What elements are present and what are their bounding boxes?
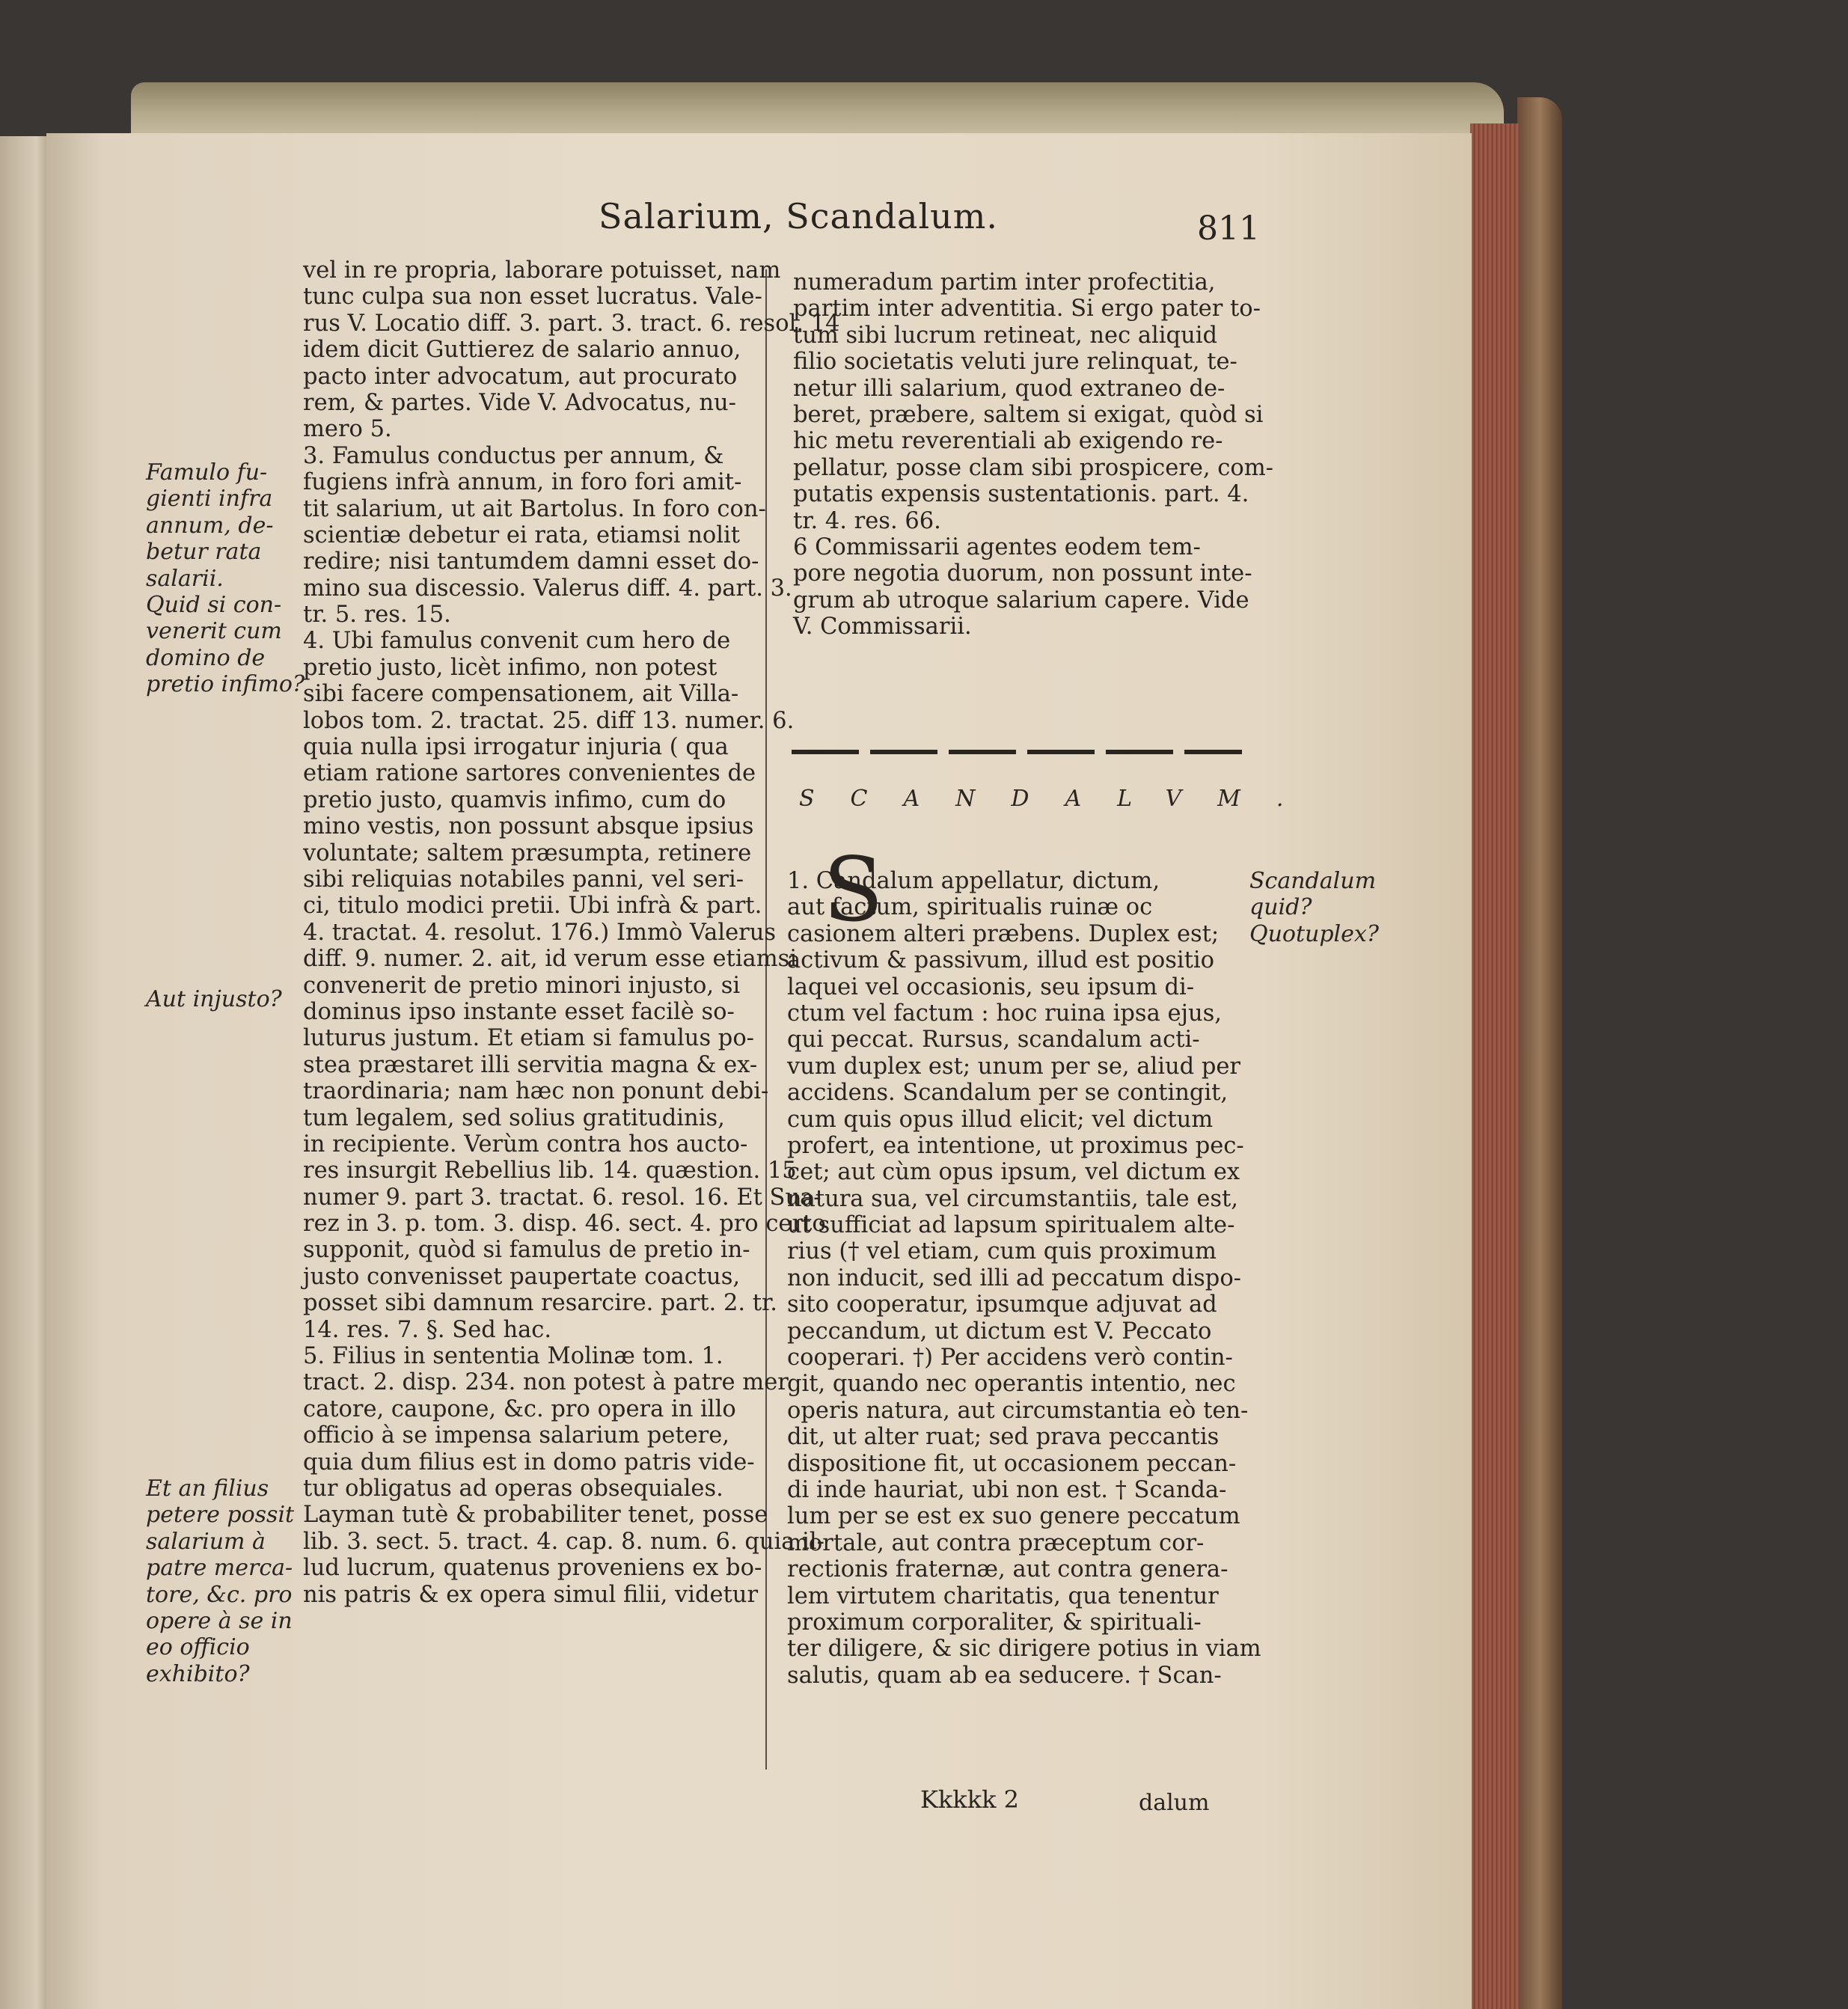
left-column-line: vel in re propria, laborare potuisset, nam — [303, 257, 781, 284]
left-column-line: quia nulla ipsi irrogatur injuria ( qua — [303, 734, 729, 761]
right-column-bottom-line: profert, ea intentione, ut proximus pec- — [787, 1132, 1244, 1159]
right-column-bottom-line: ut sufficiat ad lapsum spiritualem alte- — [787, 1212, 1235, 1239]
section-divider — [792, 750, 1242, 754]
left-column-line: pretio justo, licèt infimo, non potest — [303, 654, 718, 681]
right-column-bottom-line: operis natura, aut circumstantia eò ten- — [787, 1397, 1249, 1424]
right-column-top-line: filio societatis veluti jure relinquat, te- — [793, 349, 1237, 376]
right-column-bottom-line: peccandum, ut dictum est V. Peccato — [787, 1318, 1212, 1345]
right-column-top-line: V. Commissarii. — [793, 614, 972, 640]
right-column-bottom-line: cet; aut cùm opus ipsum, vel dictum ex — [787, 1159, 1240, 1186]
right-column-bottom-line: cooperari. †) Per accidens verò contin- — [787, 1345, 1233, 1372]
right-column-bottom-line: mortale, aut contra præceptum cor- — [787, 1529, 1205, 1556]
margin-note-line: opere à se in — [146, 1607, 293, 1634]
margin-note-line: eo officio — [146, 1634, 250, 1661]
left-column-line: quia dum filius est in domo patris vide- — [303, 1449, 755, 1476]
margin-note-line: exhibito? — [146, 1660, 250, 1687]
right-column-top-line: grum ab utroque salarium capere. Vide — [793, 587, 1249, 614]
left-column-line: mero 5. — [303, 416, 392, 443]
right-column-top-line: 6 Commissarii agentes eodem tem- — [793, 533, 1201, 560]
margin-note-line: Famulo fu- — [146, 459, 268, 486]
right-column-bottom-line: non inducit, sed illi ad peccatum dispo- — [787, 1265, 1241, 1291]
right-text-column-top — [793, 269, 1273, 640]
right-column-bottom-line: 1. Candalum appellatur, dictum, — [787, 868, 1160, 894]
left-column-line: lobos tom. 2. tractat. 25. diff 13. numer. 6. — [303, 707, 795, 734]
signature-mark: Kkkkk 2 — [920, 1785, 1019, 1814]
left-column-line: pacto inter advocatum, aut procurato — [303, 363, 738, 390]
red-fore-edge — [1470, 123, 1519, 2009]
right-column-top-line: hic metu reverentiali ab exigendo re- — [793, 428, 1223, 455]
margin-note-line: Scandalum — [1249, 868, 1377, 894]
left-column-line: redire; nisi tantumdem damni esset do- — [303, 548, 759, 575]
left-column-line: mino vestis, non possunt absque ipsius — [303, 813, 754, 840]
left-column-line: rez in 3. p. tom. 3. disp. 46. sect. 4. pro certo — [303, 1211, 826, 1238]
margin-note-line: venerit cum — [146, 618, 282, 645]
right-column-top-line: pore negotia duorum, non possunt inte- — [793, 560, 1252, 587]
margin-note-scandalum — [1249, 868, 1379, 947]
right-column-top-line: partim inter adventitia. Si ergo pater to- — [793, 296, 1261, 322]
left-column-line: tract. 2. disp. 234. non potest à patre mer — [303, 1369, 789, 1396]
right-column-bottom-line: proximum corporaliter, & spirituali- — [787, 1609, 1202, 1636]
right-column-bottom-line: qui peccat. Rursus, scandalum acti- — [787, 1027, 1200, 1054]
facing-page-edge — [0, 136, 52, 2009]
right-column-bottom-line: natura sua, vel circumstantiis, tale est, — [787, 1185, 1238, 1212]
left-column-line: sibi reliquias notabiles panni, vel seri- — [303, 866, 744, 893]
left-column-line: 14. res. 7. §. Sed hac. — [303, 1316, 552, 1343]
margin-note-famulo — [146, 459, 305, 698]
left-text-column — [303, 257, 840, 1608]
left-column-line: dominus ipso instante esset facilè so- — [303, 998, 735, 1025]
left-column-line: catore, caupone, &c. pro opera in illo — [303, 1395, 736, 1422]
left-column-line: lib. 3. sect. 5. tract. 4. cap. 8. num. 6. quia il- — [303, 1528, 824, 1555]
right-column-bottom-line: activum & passivum, illud est positio — [787, 947, 1215, 974]
margin-note-line: petere possit — [146, 1502, 295, 1529]
margin-note-aut-injusto — [146, 986, 282, 1012]
left-column-line: ci, titulo modici pretii. Ubi infrà & part. — [303, 893, 762, 920]
right-column-bottom-line: cum quis opus illud elicit; vel dictum — [787, 1106, 1214, 1133]
right-column-bottom-line: ctum vel factum : hoc ruina ipsa ejus, — [787, 1000, 1222, 1027]
margin-note-line: patre merca- — [146, 1555, 293, 1582]
left-column-line: stea præstaret illi servitia magna & ex- — [303, 1051, 758, 1078]
right-column-bottom-line: sito cooperatur, ipsumque adjuvat ad — [787, 1291, 1217, 1318]
margin-note-line: quid? — [1249, 894, 1312, 921]
right-column-bottom-line: vum duplex est; unum per se, aliud per — [787, 1053, 1241, 1080]
right-column-bottom-line: dit, ut alter ruat; sed prava peccantis — [787, 1424, 1220, 1451]
page-number: 811 — [1197, 210, 1260, 248]
left-column-line: nis patris & ex opera simul filii, videtur — [303, 1581, 759, 1608]
left-column-line: rem, & partes. Vide V. Advocatus, nu- — [303, 389, 736, 416]
left-column-line: in recipiente. Verùm contra hos aucto- — [303, 1131, 748, 1158]
left-column-line: mino sua discessio. Valerus diff. 4. part. 3. — [303, 575, 792, 602]
margin-note-line: Quid si con- — [146, 591, 282, 618]
right-column-top-line: tum sibi lucrum retineat, nec aliquid — [793, 322, 1217, 349]
right-column-bottom-line: dispositione fit, ut occasionem peccan- — [787, 1450, 1237, 1477]
right-column-top-line: netur illi salarium, quod extraneo de- — [793, 375, 1226, 402]
left-column-line: supponit, quòd si famulus de pretio in- — [303, 1237, 750, 1264]
left-column-line: pretio justo, quamvis infimo, cum do — [303, 786, 726, 813]
left-column-line: fugiens infrà annum, in foro fori amit- — [303, 469, 742, 496]
book-top-edge — [131, 82, 1504, 138]
left-column-line: tunc culpa sua non esset lucratus. Vale- — [303, 284, 762, 311]
left-column-line: Layman tutè & probabiliter tenet, posse — [303, 1502, 768, 1529]
right-column-bottom-line: salutis, quam ab ea seducere. † Scan- — [787, 1662, 1222, 1689]
margin-note-filius — [146, 1476, 294, 1687]
left-column-line: convenerit de pretio minori injusto, si — [303, 972, 741, 999]
margin-note-line: Aut injusto? — [146, 986, 282, 1012]
right-column-bottom-line: accidens. Scandalum per se contingit, — [787, 1080, 1229, 1107]
right-column-top-line: putatis expensis sustentationis. part. 4. — [793, 481, 1249, 508]
right-column-bottom-line: lum per se est ex suo genere peccatum — [787, 1503, 1240, 1530]
left-column-line: luturus justum. Et etiam si famulus po- — [303, 1025, 754, 1052]
left-column-line: tum legalem, sed solius gratitudinis, — [303, 1104, 725, 1131]
left-column-line: justo convenisset paupertate coactus, — [303, 1263, 741, 1290]
left-column-line: tit salarium, ut ait Bartolus. In foro con- — [303, 495, 766, 522]
left-column-line: posset sibi damnum resarcire. part. 2. tr. — [303, 1290, 777, 1317]
left-column-line: tur obligatus ad operas obsequiales. — [303, 1475, 723, 1502]
margin-note-line: domino de — [146, 644, 266, 671]
margin-note-line: salarium à — [146, 1528, 266, 1555]
margin-note-line: salarii. — [146, 565, 224, 592]
right-column-bottom-line: lem virtutem charitatis, qua tenentur — [787, 1583, 1219, 1609]
margin-note-line: pretio infimo? — [146, 671, 305, 698]
margin-note-line: tore, &c. pro — [146, 1581, 293, 1608]
right-column-top-line: numeradum partim inter profectitia, — [793, 269, 1216, 296]
section-title: SCANDALVM. — [799, 786, 1320, 812]
left-column-line: 3. Famulus conductus per annum, & — [303, 442, 724, 469]
left-column-line: etiam ratione sartores convenientes de — [303, 760, 756, 787]
right-column-bottom-line: ter diligere, & sic dirigere potius in viam — [787, 1636, 1261, 1663]
margin-note-line: Et an filius — [146, 1476, 269, 1502]
left-column-line: idem dicit Guttierez de salario annuo, — [303, 337, 741, 364]
left-column-line: rus V. Locatio diff. 3. part. 3. tract. 6. resol. 14 — [303, 310, 840, 337]
left-column-line: tr. 5. res. 15. — [303, 602, 451, 629]
running-head: Salarium, Scandalum. — [599, 196, 999, 236]
left-column-line: 4. tractat. 4. resolut. 176.) Immò Valerus — [303, 919, 777, 946]
left-column-line: lud lucrum, quatenus proveniens ex bo- — [303, 1555, 762, 1582]
left-column-line: scientiæ debetur ei rata, etiamsi nolit — [303, 522, 741, 548]
left-column-line: res insurgit Rebellius lib. 14. quæstion. 15 — [303, 1158, 797, 1184]
left-column-line: 4. Ubi famulus convenit cum hero de — [303, 628, 731, 655]
left-column-line: traordinaria; nam hæc non ponunt debi- — [303, 1078, 769, 1105]
margin-note-line: betur rata — [146, 539, 262, 566]
right-column-bottom-line: rius († vel etiam, cum quis proximum — [787, 1238, 1217, 1265]
left-column-line: diff. 9. numer. 2. ait, id verum esse etiamsi — [303, 946, 798, 973]
margin-note-line: Quotuplex? — [1249, 920, 1379, 947]
drop-cap: S — [823, 838, 884, 941]
right-column-bottom-line: laquei vel occasionis, seu ipsum di- — [787, 973, 1195, 1000]
left-column-line: numer 9. part 3. tractat. 6. resol. 16. Et Sua- — [303, 1184, 821, 1211]
right-column-top-line: beret, præbere, saltem si exigat, quòd si — [793, 401, 1264, 428]
right-column-top-line: tr. 4. res. 66. — [793, 507, 941, 534]
margin-note-line: gienti infra — [146, 486, 273, 513]
right-column-bottom-line: casionem alteri præbens. Duplex est; — [787, 920, 1220, 947]
right-column-bottom-line: rectionis fraternæ, aut contra genera- — [787, 1556, 1229, 1583]
left-column-line: officio à se impensa salarium petere, — [303, 1422, 729, 1449]
right-column-bottom-line: aut factum, spiritualis ruinæ oc — [787, 894, 1153, 921]
right-column-top-line: pellatur, posse clam sibi prospicere, com- — [793, 454, 1273, 481]
catchword: dalum — [1139, 1790, 1210, 1816]
margin-note-line: annum, de- — [146, 512, 274, 539]
right-column-bottom-line: di inde hauriat, ubi non est. † Scanda- — [787, 1476, 1227, 1503]
left-column-line: voluntate; saltem præsumpta, retinere — [303, 840, 752, 866]
left-column-line: sibi facere compensationem, ait Villa- — [303, 681, 739, 708]
book-cover-edge — [1517, 97, 1562, 2009]
right-text-column-bottom — [787, 868, 1261, 1689]
right-column-bottom-line: git, quando nec operantis intentio, nec — [787, 1371, 1236, 1398]
left-column-line: 5. Filius in sententia Molinæ tom. 1. — [303, 1343, 723, 1370]
